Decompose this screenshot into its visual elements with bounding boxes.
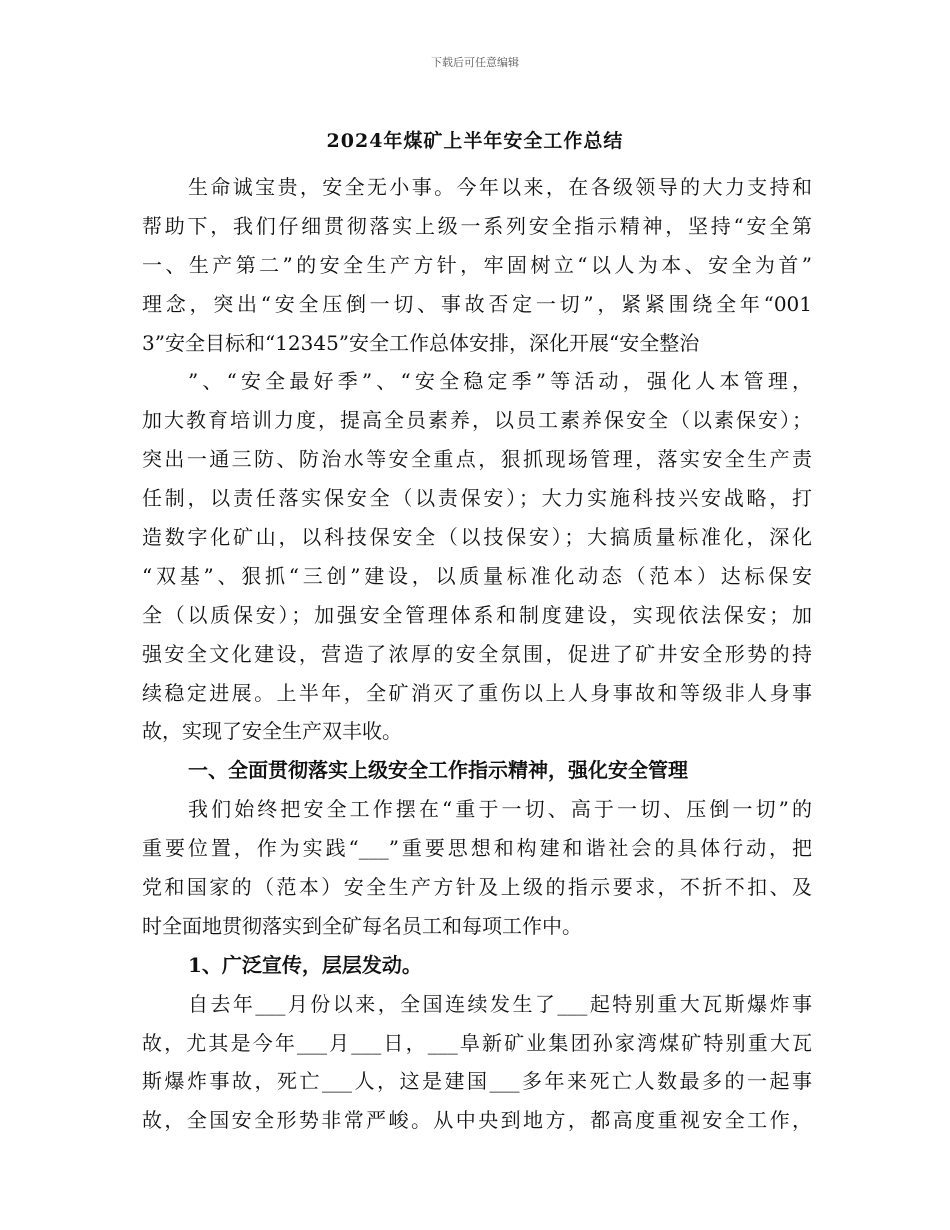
body-line: 全（以质保安）；加强安全管理体系和制度建设，实现依法保安；加: [142, 602, 812, 627]
header-note: 下载后可任意编辑: [431, 56, 519, 69]
body-line: 斯爆炸事故，死亡___人，这是建国___多年来死亡人数最多的一起事: [142, 1069, 812, 1094]
body-line: 我们始终把安全工作摆在“重于一切、高于一切、压倒一切”的: [188, 797, 812, 822]
body-line: 一、生产第二”的安全生产方针，牢固树立“以人为本、安全为首”: [142, 252, 812, 277]
body-line: “双基”、狠抓“三创”建设，以质量标准化动态（范本）达标保安: [142, 563, 812, 588]
body-line: 突出一通三防、防治水等安全重点，狠抓现场管理，落实安全生产责: [142, 447, 812, 472]
body-line: 帮助下，我们仔细贯彻落实上级一系列安全指示精神，坚持“安全第: [142, 213, 812, 238]
document-body: [142, 168, 812, 1140]
body-line: 3”安全目标和“12345”安全工作总体安排，深化开展“安全整治: [142, 330, 700, 355]
body-line: 故，尤其是今年___月___日，___阜新矿业集团孙家湾煤矿特别重大瓦: [142, 1030, 812, 1055]
body-line: 故，实现了安全生产双丰收。: [142, 719, 402, 744]
body-line: 任制，以责任落实保安全（以责保安）；大力实施科技兴安战略，打: [142, 486, 812, 511]
body-line: 故，全国安全形势非常严峻。从中央到地方，都高度重视安全工作，: [142, 1108, 812, 1133]
body-line: 理念，突出“安全压倒一切、事故否定一切”，紧紧围绕全年“001: [142, 291, 812, 316]
body-line: 造数字化矿山，以科技保安全（以技保安）；大搞质量标准化，深化: [142, 525, 812, 550]
body-line: ”、“安全最好季”、“安全稳定季”等活动，强化人本管理，: [188, 369, 812, 394]
section-heading: 一、全面贯彻落实上级安全工作指示精神，强化安全管理: [188, 758, 688, 783]
document-title: 2024年煤矿上半年安全工作总结: [326, 130, 624, 152]
body-line: 加大教育培训力度，提高全员素养，以员工素养保安全（以素保安）；: [142, 408, 812, 433]
body-line: 时全面地贯彻落实到全矿每名员工和每项工作中。: [142, 913, 582, 938]
body-line: 党和国家的（范本）安全生产方针及上级的指示要求，不折不扣、及: [142, 875, 812, 900]
subsection-heading: 1、广泛宣传，层层发动。: [188, 952, 422, 977]
body-line: 续稳定进展。上半年，全矿消灭了重伤以上人身事故和等级非人身事: [142, 680, 812, 705]
body-line: 重要位置，作为实践“___”重要思想和构建和谐社会的具体行动，把: [142, 836, 812, 861]
body-line: 强安全文化建设，营造了浓厚的安全氛围，促进了矿井安全形势的持: [142, 641, 812, 666]
body-line: 生命诚宝贵，安全无小事。今年以来，在各级领导的大力支持和: [188, 175, 812, 199]
body-line: 自去年___月份以来，全国连续发生了___起特别重大瓦斯爆炸事: [188, 991, 812, 1016]
